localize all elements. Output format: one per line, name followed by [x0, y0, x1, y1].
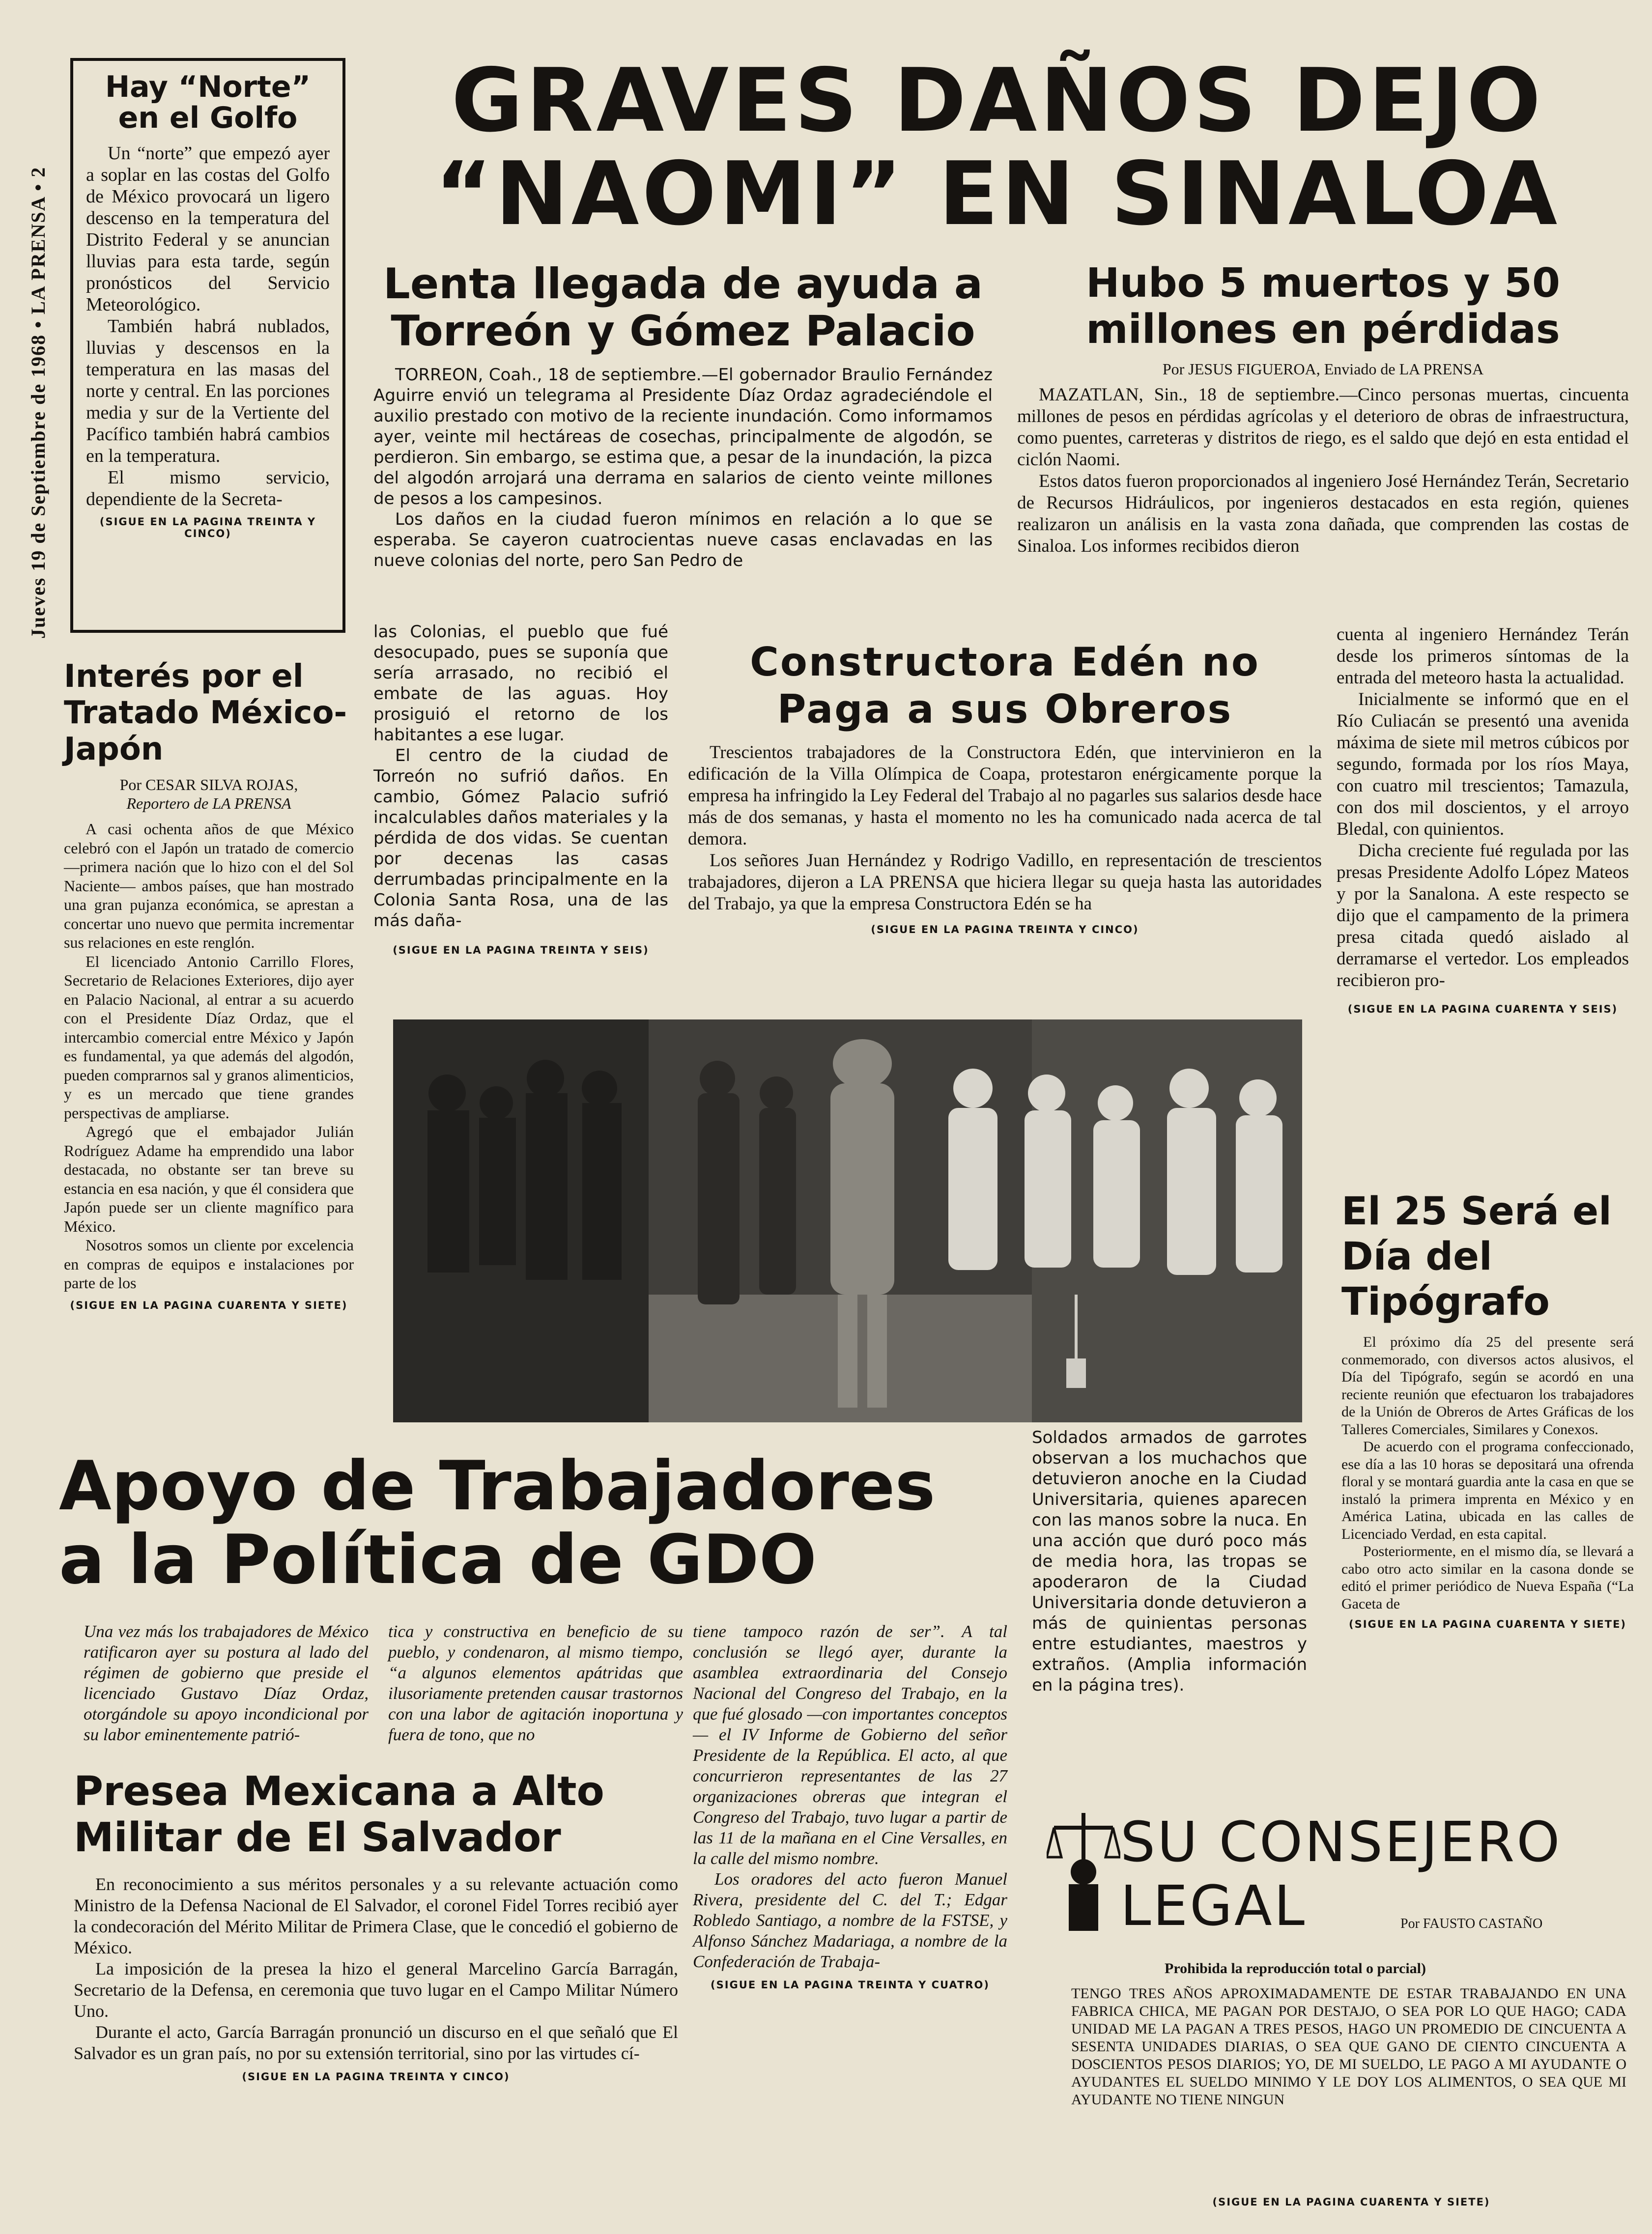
tipografo-continued: (SIGUE EN LA PAGINA CUARENTA Y SIETE) — [1348, 1618, 1627, 1630]
presea-headline: Presea Mexicana a Alto Militar de El Salvador — [74, 1768, 604, 1861]
torreon-p4: El centro de la ciudad de Torreón no sufrió daños. En cambio, Gómez Palacio sufrió incalculables daños materiales y la pérdida de dos vidas. Se cuentan por decenas las casas derrumbadas principalmente en la Colonia Santa Rosa, una de las más daña- — [373, 746, 668, 931]
eden-continued: (SIGUE EN LA PAGINA TREINTA Y CINCO) — [871, 924, 1139, 935]
apoyo-col-3-text — [693, 1621, 1007, 1972]
apoyo-col-2: tica y constructiva en beneficio de su pueblo, y condenaron, al mismo tiempo, “a algunos elementos apátridas que ilusoriamente pretenden causar trastornos con una labor de agitación inoportuna y fuera de tono, que no — [388, 1622, 683, 1744]
consejo-byline: Por FAUSTO CASTAÑO — [1400, 1916, 1543, 1931]
tipografo-headline: El 25 Será el Día del Tipógrafo — [1341, 1189, 1612, 1324]
japon-headline: Interés por el Tratado México-Japón — [64, 658, 347, 767]
muertos-body-top — [1017, 384, 1629, 557]
photo-caption — [1032, 1427, 1307, 1696]
eden-headline: Constructora Edén no Paga a sus Obreros — [750, 639, 1260, 732]
consejo-continued: (SIGUE EN LA PAGINA CUARENTA Y SIETE) — [1212, 2196, 1490, 2208]
apoyo-col3-p2: Los oradores del acto fueron Manuel Rivera, presidente del C. del T.; Edgar Robledo Santiago, a nombre de la FSTSE, y Alfonso Sánchez Madariaga, a nombre de la Confederación de Trabaja- — [693, 1869, 1007, 1971]
japon-article — [64, 658, 354, 1311]
presea-body — [74, 1874, 678, 2064]
presea-continued: (SIGUE EN LA PAGINA TREINTA Y CINCO) — [242, 2071, 510, 2083]
presea-p3: Durante el acto, García Barragán pronunció un discurso en el que señaló que El Salvador es un gran país, no por su extensión territorial, sino por las virtudes cí- — [74, 2022, 678, 2063]
torreon-body-col — [373, 622, 668, 961]
torreon-body-top — [373, 365, 993, 571]
norte-p1: Un “norte” que empezó ayer a soplar en las costas del Golfo de México provocará un ligero descenso en la temperatura del Distrito Federal y se anuncian lluvias para esta tarde, según pronósticos del Servicio Meteorológico. — [86, 143, 330, 315]
eden-p2: Los señores Juan Hernández y Rodrigo Vadillo, en representación de trescientos trabajadores, dijeron a LA PRENSA que hiciera llegar su queja hasta las autoridades del Trabajo, ya que la empresa Constructora Edén se ha — [688, 850, 1322, 914]
banner-line-1: GRAVES DAÑOS DEJO — [451, 50, 1544, 151]
apoyo-continued: (SIGUE EN LA PAGINA TREINTA Y CUATRO) — [711, 1979, 990, 1991]
norte-p2: También habrá nublados, lluvias y descensos en la temperatura en las masas del norte y central. En las porciones media y sur de la Vertiente del Pacífico también habrá cambios en la temperatura. — [86, 316, 330, 466]
presea-p1: En reconocimiento a sus méritos personales y a su relevante actuación como Ministro de la Defensa Nacional de El Salvador, el coronel Fidel Torres recibió ayer la condecoración del Mérito Militar de Primera Clase, que le concedió el gobierno de México. — [74, 1874, 678, 1957]
japon-byline-1: Por CESAR SILVA ROJAS, — [119, 776, 298, 793]
japon-p4: Nosotros somos un cliente por excelencia en compras de equipos e instalaciones por parte de los — [64, 1236, 354, 1292]
japon-body — [64, 820, 354, 1293]
muertos-body-col — [1337, 624, 1629, 1020]
japon-byline-2: Reportero de LA PRENSA — [126, 794, 291, 812]
muertos-headline: Hubo 5 muertos y 50 millones en pérdidas — [1085, 260, 1561, 353]
consejo-title-2: LEGAL — [1120, 1874, 1307, 1938]
japon-p2: El licenciado Antonio Carrillo Flores, Secretario de Relaciones Exteriores, dijo ayer en Palacio Nacional, al entrar a su acuerdo con el Presidente Díaz Ordaz, que el intercambio comercial entre México y Japón es fundamental, ya que además del algodón, pueden comprarnos sal y granos alimenticios, y es un mercado que tiene grandes perspectivas de ampliarse. — [64, 952, 354, 1122]
consejo-notice: Prohibida la reproducción total o parcial) — [1165, 1960, 1426, 1977]
tipografo-article — [1341, 1189, 1634, 1630]
eden-p1: Trescientos trabajadores de la Constructora Edén, que intervinieron en la edificación de la Villa Olímpica de Coapa, protestaron enérgicamente porque la empresa ha infringido la Ley Federal del Trabajo al no pagarles sus salarios desde hace más de dos semanas, y hasta el momento no les ha comunicado nada acerca de tal demora. — [688, 742, 1322, 849]
muertos-p5: Dicha creciente fué regulada por las presas Presidente Adolfo López Mateos y por la Sanalona. A este respecto se dijo que el campamento de la primera presa citada quedó aislado al derramarse el vertedor. Los empleados recibieron pro- — [1337, 841, 1629, 990]
tipografo-p1: El próximo día 25 del presente será conmemorado, con diversos actos alusivos, el Día del Tipógrafo, según se acordó en una reciente reunión que efectuaron los trabajadores de la Unión de Obreros de Artes Gráficas de los Talleres Comerciales, Similares y Conexos. — [1341, 1334, 1634, 1438]
muertos-article — [1017, 260, 1629, 557]
japon-p1: A casi ochenta años de que México celebró con el Japón un tratado de comercio —primera nación que lo hizo con el del Sol Naciente— ambos países, que han mostrado una gran pujanza económica, se aprestan a concertar uno nuevo que permita incrementar sus relaciones en este renglón. — [64, 820, 354, 951]
torreon-p2: Los daños en la ciudad fueron mínimos en relación a lo que se esperaba. Se cayeron cuatrocientas nueve casas enclavadas en las nueve colonias del norte, pero San Pedro de — [373, 509, 993, 570]
apoyo-line-2: a la Política de GDO — [59, 1520, 817, 1599]
presea-article — [74, 1769, 678, 2083]
muertos-byline: Por JESUS FIGUEROA, Enviado de LA PRENSA — [1162, 360, 1484, 378]
banner-headline — [373, 50, 1622, 245]
norte-box — [70, 58, 345, 633]
eden-article — [688, 639, 1322, 935]
torreon-p3: las Colonias, el pueblo que fué desocupado, pues se suponía que sería arrasado, no recibió el embate de las aguas. Hoy prosiguió el retorno de los habitantes a ese lugar. — [373, 622, 668, 745]
japon-p3: Agregó que el embajador Julián Rodríguez Adame ha emprendido una labor destacada, no obstante ser tan breve su estancia en esa nación, y que él considera que Japón puede ser un cliente magnífico para México. — [64, 1123, 354, 1235]
apoyo-col-1: Una vez más los trabajadores de México ratificaron ayer su postura al lado del régimen de gobierno que preside el licenciado Gustavo Díaz Ordaz, otorgándole su apoyo incondicional por su labor eminentemente patrió- — [84, 1622, 369, 1744]
norte-continued: (SIGUE EN LA PAGINA TREINTA Y CINCO) — [99, 516, 316, 539]
banner-line-2: “NAOMI” EN SINALOA — [434, 143, 1561, 245]
norte-body — [86, 142, 330, 510]
caption-text: Soldados armados de garrotes observan a los muchachos que detuvieron anoche en la Ciudad Universitaria, quienes aparecen con las manos sobre la nuca. En una acción que duró poco más de media hora, las tropas se apoderaron de la Ciudad Universitaria donde detuvieron a más de quinientas personas entre estudiantes, maestros y extraños. (Amplia información en la página tres). — [1032, 1428, 1307, 1695]
torreon-p1: TORREON, Coah., 18 de septiembre.—El gobernador Braulio Fernández Aguirre envió un telegrama al Presidente Díaz Ordaz agradeciéndole el auxilio prestado con motivo de la reciente inundación. Como informamos ayer, veinte mil hectáreas de cosechas, principalmente de algodón, se perdieron. Sin embargo, se estima que, a pesar de la inundación, la pizca del algodón arrojará una derrama en salarios de ciento veinte millones de pesos a los campesinos. — [373, 365, 993, 509]
tipografo-p3: Posteriormente, en el mismo día, se llevará a cabo otro acto similar en la casona donde se editó el primer periódico de Nueva España (“La Gaceta de — [1341, 1543, 1634, 1612]
muertos-p1: MAZATLAN, Sin., 18 de septiembre.—Cinco personas muertas, cincuenta millones de pesos en pérdidas agrícolas y el deterioro de obras de infraestructura, como puentes, carreteras y distritos de riego, es el saldo que dejó en esta entidad el ciclón Naomi. — [1017, 385, 1629, 470]
torreon-article — [373, 260, 993, 571]
norte-headline: Hay “Norte” en el Golfo — [105, 70, 311, 135]
norte-p3: El mismo servicio, dependiente de la Secreta- — [86, 467, 330, 509]
consejo-body: TENGO TRES AÑOS APROXIMADAMENTE DE ESTAR TRABAJANDO EN UNA FABRICA CHICA, ME PAGAN POR DESTAJO, O SEA POR LO QUE HAGO; CADA UNIDAD ME LA PAGAN A TRES PESOS, HAGO UN PROMEDIO DE CINCUENTA A SESENTA UNIDADES DIARIAS, O SEA QUE GANO DE CIENTO CINCUENTA A DOSCIENTOS PESOS DIARIOS; YO, DE MI SUELDO, LE PAGO A MI AYUDANTE O AYUDANTES EL SUELDO MINIMO Y LE DOY LOS ALIMENTOS, O SEA QUE MI AYUDANTE NO TIENE NINGUN — [1071, 1985, 1626, 2108]
apoyo-col3-p1: tiene tampoco razón de ser”. A tal conclusión se llegó ayer, durante la asamblea extraordinaria del Consejo Nacional del Congreso del Trabajo, en la que fué glosado —con importantes conceptos— el IV Informe de Gobierno del señor Presidente de la República. El acto, al que concurrieron representantes de las 27 organizaciones obreras que integran el Congreso del Trabajo, tuvo lugar a partir de las 11 de la mañana en el Cine Versalles, en la calle del mismo nombre. — [693, 1622, 1007, 1868]
justice-scales-icon — [1047, 1803, 1120, 1941]
japon-continued: (SIGUE EN LA PAGINA CUARENTA Y SIETE) — [70, 1299, 348, 1311]
photo-soldiers-students — [393, 1019, 1302, 1422]
muertos-p2: Estos datos fueron proporcionados al ingeniero José Hernández Terán, Secretario de Recursos Hidráulicos, por ingenieros destacados en esta región, quienes realizaron un análisis en la vasta zona dañada, que comprenden las costas de Sinaloa. Los informes recibidos dieron — [1017, 471, 1629, 556]
apoyo-line-1: Apoyo de Trabajadores — [59, 1446, 936, 1526]
apoyo-col-3 — [693, 1621, 1007, 1991]
presea-p2: La imposición de la presea la hizo el general Marcelino García Barragán, Secretario de la Defensa, en ceremonia que tuvo lugar en el Campo Militar Número Uno. — [74, 1959, 678, 2021]
tipografo-p2: De acuerdo con el programa confeccionado, ese día a las 10 horas se depositará una ofrenda floral y se montará guardia ante la casa en que se instaló la primera imprenta en México y en América Latina, ubicada en las calles de Licenciado Verdad, en esta capital. — [1341, 1439, 1634, 1542]
torreon-headline: Lenta llegada de ayuda a Torreón y Gómez Palacio — [383, 259, 983, 356]
muertos-continued: (SIGUE EN LA PAGINA CUARENTA Y SEIS) — [1347, 1003, 1618, 1015]
eden-body — [688, 742, 1322, 915]
muertos-p3: cuenta al ingeniero Hernández Terán desde los primeros síntomas de la entrada del meteoro hasta la actualidad. — [1337, 624, 1629, 688]
muertos-p4: Inicialmente se informó que en el Río Culiacán se presentó una avenida máxima de siete mil metros cúbicos por segundo, formada por los ríos Maya, con cuatro mil trescientos; Tamazula, con dos mil doscientos, y el arroyo Bledal, con quinientos. — [1337, 689, 1629, 839]
news-photo — [393, 1019, 1302, 1422]
torreon-continued: (SIGUE EN LA PAGINA TREINTA Y SEIS) — [393, 944, 649, 956]
apoyo-headline — [59, 1446, 1022, 1599]
page-folio — [20, 88, 54, 639]
tipografo-body — [1341, 1333, 1634, 1612]
folio-text: Jueves 19 de Septiembre de 1968 • LA PRENSA • 2 — [27, 166, 49, 639]
consejo-title-1: SU CONSEJERO — [1120, 1810, 1562, 1874]
